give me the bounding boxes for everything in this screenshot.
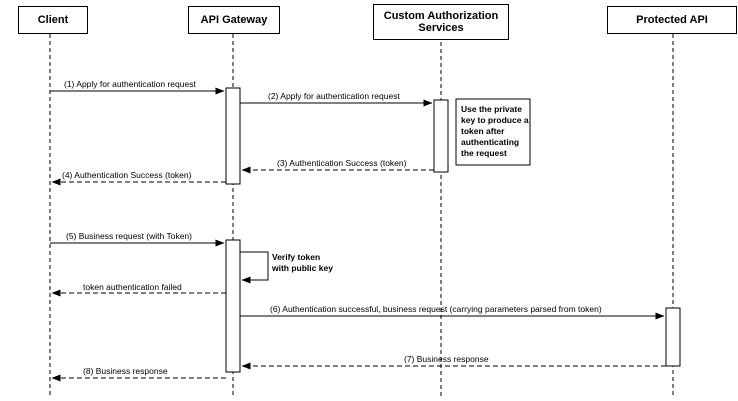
message-label-1: (1) Apply for authentication request: [64, 79, 196, 89]
activation-api-gateway-business: [226, 240, 240, 372]
message-label-9: (8) Business response: [83, 366, 168, 376]
message-label-2: (2) Apply for authentication request: [268, 91, 400, 101]
actor-client: [18, 6, 88, 34]
note-auth-service-line-1: Use the private: [461, 104, 522, 114]
actor-custom-authorization-services: [373, 4, 509, 40]
actor-protected-api: [607, 6, 737, 34]
message-label-6: token authentication failed: [83, 282, 182, 292]
note-auth-service-line-3: token after: [461, 126, 505, 136]
actor-protected-api-label: Protected API: [636, 14, 708, 26]
activation-api-gateway-auth: [226, 88, 240, 184]
message-arrow-self-verify: [240, 252, 268, 280]
actor-api-gateway: [188, 6, 280, 34]
actor-api-gateway-label: API Gateway: [200, 14, 268, 26]
note-auth-service-line-2: key to produce a: [461, 115, 529, 125]
message-label-3: (3) Authentication Success (token): [277, 158, 407, 168]
activation-protected-api: [666, 308, 680, 366]
message-label-5: (5) Business request (with Token): [66, 231, 192, 241]
note-verify-token-line-2: with public key: [272, 263, 333, 273]
message-label-8: (7) Business response: [404, 354, 489, 364]
actor-custom-authorization-services-label: Custom Authorization Services: [383, 10, 499, 34]
activation-auth-service: [434, 100, 448, 172]
message-label-7: (6) Authentication successful, business request (carrying parameters parsed from token): [270, 304, 602, 314]
note-auth-service-line-5: the request: [461, 148, 507, 158]
message-label-4: (4) Authentication Success (token): [62, 170, 192, 180]
note-auth-service-line-4: authenticating: [461, 137, 520, 147]
note-verify-token: [272, 252, 352, 274]
note-verify-token-line-1: Verify token: [272, 252, 321, 262]
note-auth-service: [461, 104, 529, 159]
actor-client-label: Client: [37, 14, 69, 26]
